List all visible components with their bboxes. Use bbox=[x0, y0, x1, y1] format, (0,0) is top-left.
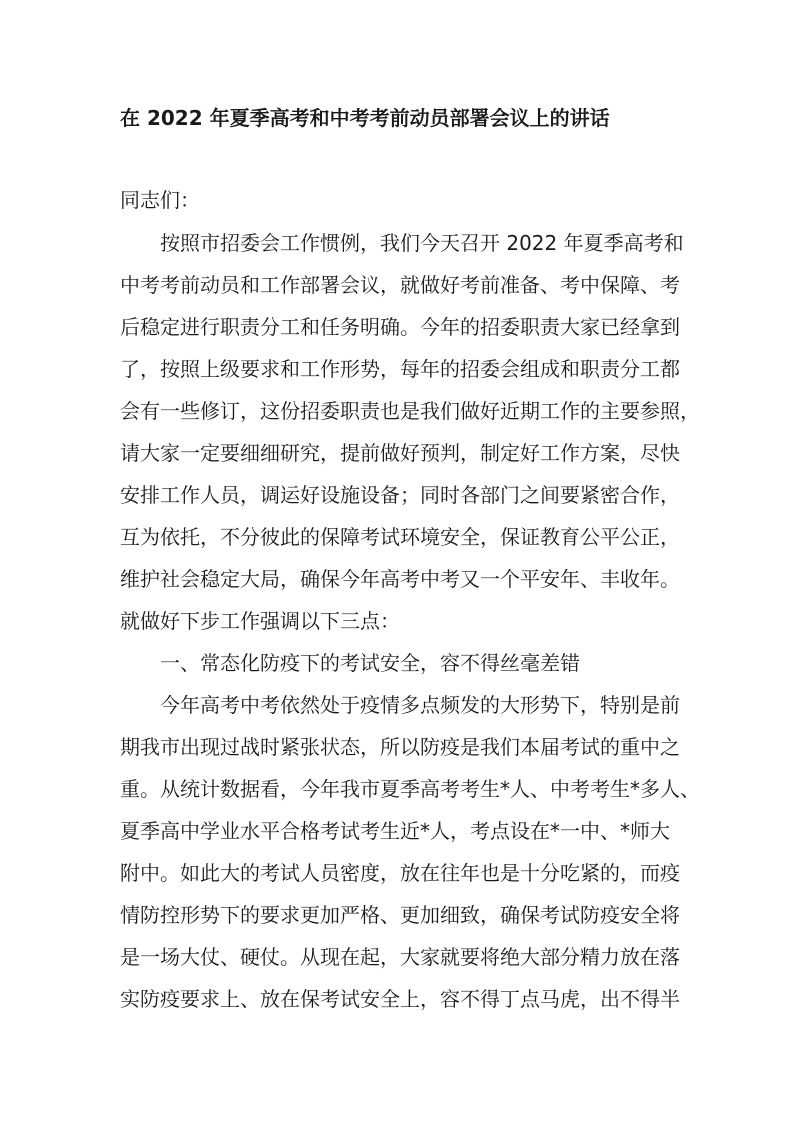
body-line: 情防控形势下的要求更加严格、更加细致，确保考试防疫安全将 bbox=[120, 903, 680, 927]
body-line: 夏季高中学业水平合格考试考生近*人，考点设在*一中、*师大 bbox=[120, 819, 670, 843]
salutation: 同志们： bbox=[120, 188, 200, 212]
body-line: 就做好下步工作强调以下三点： bbox=[120, 609, 400, 633]
body-line: 今年高考中考依然处于疫情多点频发的大形势下，特别是前 bbox=[120, 693, 680, 717]
body-line: 实防疫要求上、放在保考试安全上，容不得丁点马虎，出不得半 bbox=[120, 987, 680, 1011]
body-line: 后稳定进行职责分工和任务明确。今年的招委职责大家已经拿到 bbox=[120, 315, 680, 339]
body-line: 按照市招委会工作惯例，我们今天召开 2022 年夏季高考和 bbox=[120, 231, 684, 255]
body-line: 互为依托，不分彼此的保障考试环境安全，保证教育公平公正， bbox=[120, 525, 680, 549]
body-line: 维护社会稳定大局，确保今年高考中考又一个平安年、丰收年。 bbox=[120, 567, 680, 591]
body-line: 重。从统计数据看，今年我市夏季高考考生*人、中考考生*多人、 bbox=[120, 777, 700, 801]
body-line: 安排工作人员，调运好设施设备；同时各部门之间要紧密合作， bbox=[120, 483, 680, 507]
body-line: 了，按照上级要求和工作形势，每年的招委会组成和职责分工都 bbox=[120, 357, 680, 381]
body-line: 期我市出现过战时紧张状态，所以防疫是我们本届考试的重中之 bbox=[120, 735, 680, 759]
body-line: 请大家一定要细细研究，提前做好预判，制定好工作方案，尽快 bbox=[120, 441, 680, 465]
body-line: 中考考前动员和工作部署会议，就做好考前准备、考中保障、考 bbox=[120, 273, 680, 297]
body-line: 附中。如此大的考试人员密度，放在往年也是十分吃紧的，而疫 bbox=[120, 861, 680, 885]
section-heading: 一、常态化防疫下的考试安全，容不得丝毫差错 bbox=[120, 651, 580, 675]
body-line: 是一场大仗、硬仗。从现在起，大家就要将绝大部分精力放在落 bbox=[120, 945, 680, 969]
body-line: 会有一些修订，这份招委职责也是我们做好近期工作的主要参照， bbox=[120, 399, 700, 423]
document-title: 在 2022 年夏季高考和中考考前动员部署会议上的讲话 bbox=[120, 106, 610, 130]
